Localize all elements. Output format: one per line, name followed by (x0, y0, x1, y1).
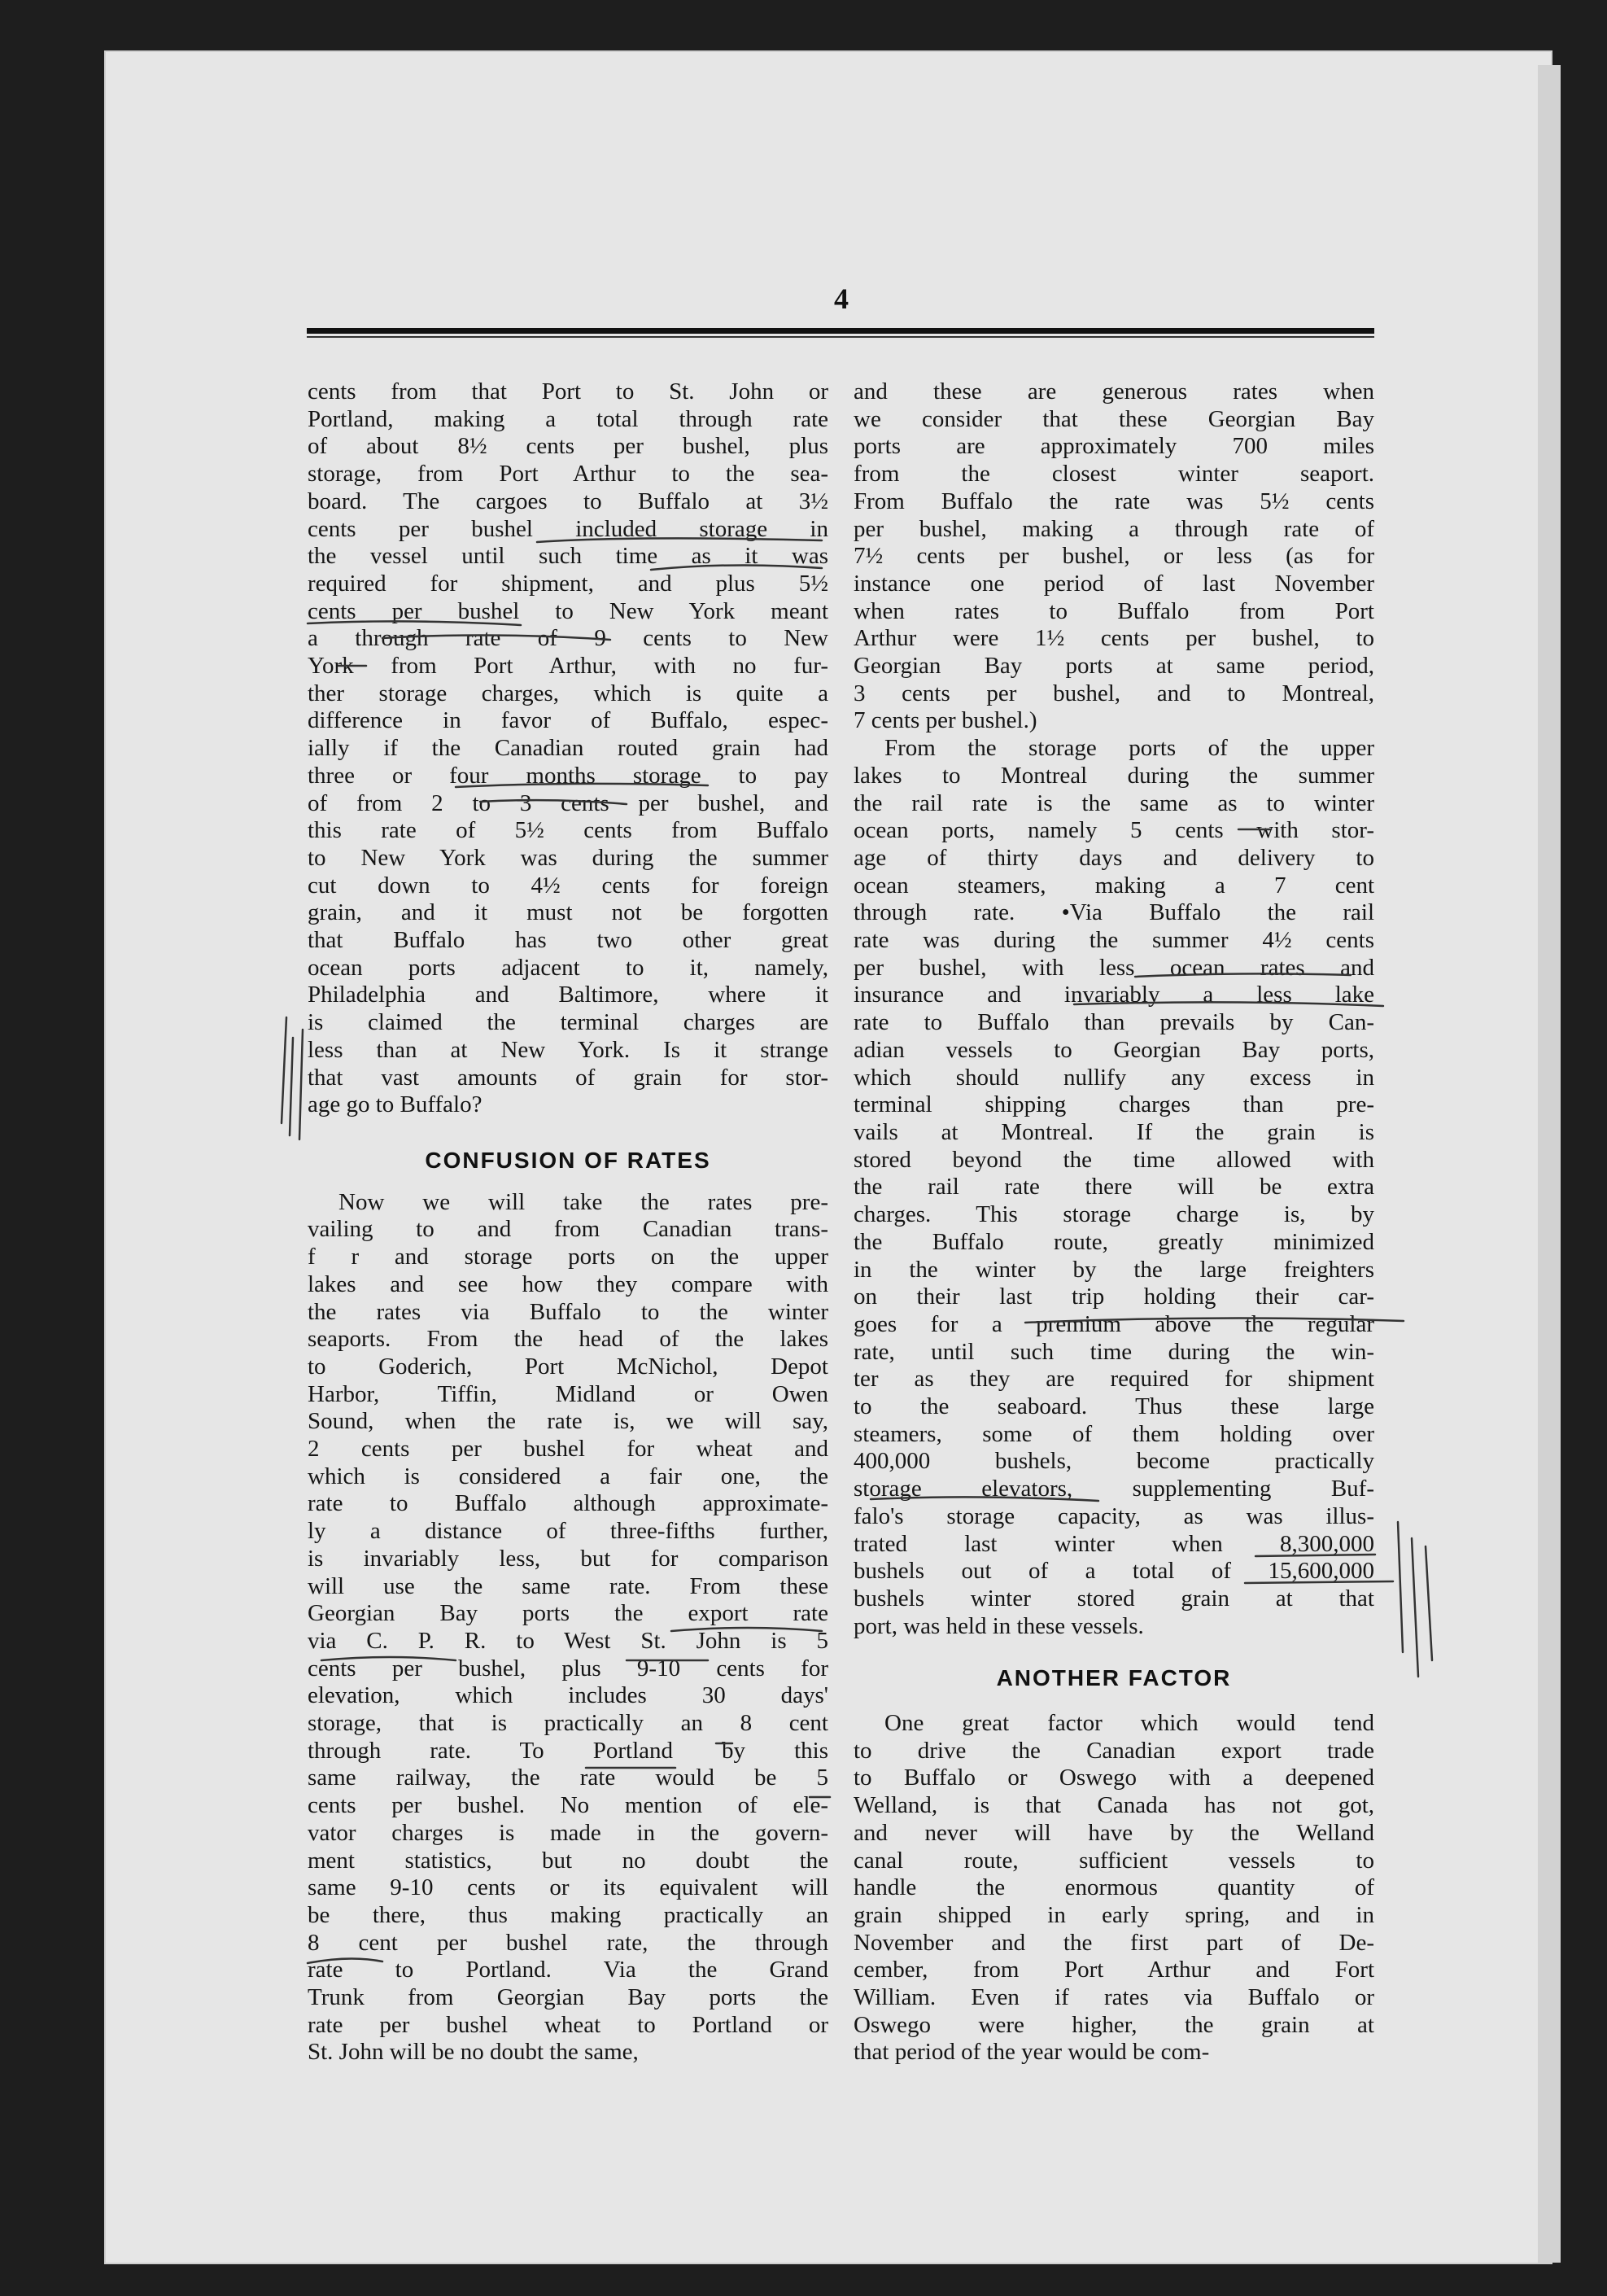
text-line: Trunk from Georgian Bay ports the (308, 1984, 828, 2011)
text-line: cember, from Port Arthur and Fort (854, 1957, 1374, 1983)
text-line: of from 2 to 3 cents per bushel, and (308, 789, 828, 816)
left-paragraph-1 (308, 378, 828, 1119)
text-line: the vessel until such time as it was (308, 543, 828, 570)
text-line: this rate of 5½ cents from Buffalo (308, 817, 828, 844)
text-line: to Buffalo or Oswego with a deepened (854, 1765, 1374, 1791)
text-line: canal route, sufficient vessels to (854, 1847, 1374, 1874)
text-line: York from Port Arthur, with no fur- (308, 653, 828, 680)
text-line: via C. P. R. to West St. John is 5 (308, 1627, 828, 1654)
header-rule-thin (307, 336, 1374, 338)
text-line: goes for a premium above the regular (854, 1310, 1374, 1337)
text-line: through rate. To Portland by this (308, 1737, 828, 1764)
adjacent-page-edge (1538, 65, 1561, 2263)
text-line: vailing to and from Canadian trans- (308, 1216, 828, 1243)
text-line: is claimed the terminal charges are (308, 1009, 828, 1036)
header-rule (307, 328, 1374, 334)
text-line: ly a distance of three-fifths further, (308, 1518, 828, 1545)
text-line: Now we will take the rates pre- (338, 1188, 828, 1215)
text-line: steamers, some of them holding over (854, 1420, 1374, 1447)
text-line: cents per bushel. No mention of ele- (308, 1792, 828, 1819)
text-line: Arthur were 1½ cents per bushel, to (854, 625, 1374, 652)
text-line: vails at Montreal. If the grain is (854, 1118, 1374, 1145)
text-line: three or four months storage to pay (308, 762, 828, 789)
text-line: the rail rate is the same as to winter (854, 789, 1374, 816)
text-line: cents from that Port to St. John or (308, 378, 828, 405)
text-line: Philadelphia and Baltimore, where it (308, 982, 828, 1008)
text-line: rate to Buffalo although approximate- (308, 1490, 828, 1517)
text-line: ter as they are required for shipment (854, 1366, 1374, 1393)
text-line: Welland, is that Canada has not got, (854, 1792, 1374, 1819)
text-line: is invariably less, but for comparison (308, 1545, 828, 1572)
text-line: cents per bushel included storage in (308, 515, 828, 542)
text-line: in the winter by the large freighters (854, 1256, 1374, 1283)
text-line: will use the same rate. From these (308, 1572, 828, 1599)
text-line: on their last trip holding their car- (854, 1284, 1374, 1310)
text-line: board. The cargoes to Buffalo at 3½ (308, 488, 828, 514)
text-line: bushels winter stored grain at that (854, 1585, 1374, 1612)
text-line: seaports. From the head of the lakes (308, 1326, 828, 1353)
text-line: 2 cents per bushel for wheat and (308, 1436, 828, 1463)
text-line: a through rate of 9 cents to New (308, 625, 828, 652)
text-line: per bushel, making a through rate of (854, 515, 1374, 542)
left-column (308, 378, 828, 2066)
text-line: 400,000 bushels, become practically (854, 1448, 1374, 1475)
text-line: grain, and it must not be forgotten (308, 899, 828, 926)
text-line: we consider that these Georgian Bay (854, 405, 1374, 432)
text-line: lakes and see how they compare with (308, 1270, 828, 1297)
text-line: Sound, when the rate is, we will say, (308, 1408, 828, 1435)
right-paragraph-1 (854, 378, 1374, 735)
text-line: November and the first part of De- (854, 1929, 1374, 1956)
text-line: port, was held in these vessels. (854, 1612, 1144, 1639)
text-line: 7 cents per bushel.) (854, 707, 1037, 734)
text-line: From Buffalo the rate was 5½ cents (854, 488, 1374, 514)
text-line: the rail rate there will be extra (854, 1174, 1374, 1200)
text-line: same railway, the rate would be 5 (308, 1765, 828, 1791)
text-line: the Buffalo route, greatly minimized (854, 1228, 1374, 1255)
text-line: of about 8½ cents per bushel, plus (308, 433, 828, 460)
right-column (854, 378, 1374, 2066)
text-line: to drive the Canadian export trade (854, 1737, 1374, 1764)
text-line: ment statistics, but no doubt the (308, 1847, 828, 1874)
text-line: ocean ports, namely 5 cents with stor- (854, 817, 1374, 844)
text-line: adian vessels to Georgian Bay ports, (854, 1036, 1374, 1063)
text-line: elevation, which includes 30 days' (308, 1682, 828, 1709)
text-line: rate to Portland. Via the Grand (308, 1957, 828, 1983)
text-line: from the closest winter seaport. (854, 461, 1374, 488)
heading-confusion-of-rates: CONFUSION OF RATES (425, 1147, 711, 1173)
text-line: which is considered a fair one, the (308, 1463, 828, 1489)
heading-another-factor: ANOTHER FACTOR (996, 1665, 1232, 1691)
text-line: that Buffalo has two other great (308, 927, 828, 954)
right-paragraph-2 (854, 735, 1374, 1640)
text-line: through rate. •Via Buffalo the rail (854, 899, 1374, 926)
text-line: age go to Buffalo? (308, 1091, 483, 1118)
text-line: trated last winter when 8,300,000 (854, 1530, 1374, 1557)
text-line: and these are generous rates when (854, 378, 1374, 405)
text-line: difference in favor of Buffalo, espec- (308, 707, 828, 734)
text-line: ports are approximately 700 miles (854, 433, 1374, 460)
text-line: per bushel, with less ocean rates and (854, 954, 1374, 981)
text-line: age of thirty days and delivery to (854, 844, 1374, 871)
text-line: instance one period of last November (854, 570, 1374, 597)
text-line: rate per bushel wheat to Portland or (308, 2011, 828, 2038)
text-line: Harbor, Tiffin, Midland or Owen (308, 1380, 828, 1407)
text-line: lakes to Montreal during the summer (854, 762, 1374, 789)
text-line: Oswego were higher, the grain at (854, 2011, 1374, 2038)
text-line: One great factor which would tend (884, 1710, 1374, 1737)
text-line: 7½ cents per bushel, or less (as for (854, 543, 1374, 570)
text-line: to Goderich, Port McNichol, Depot (308, 1353, 828, 1380)
text-line: St. John will be no doubt the same, (308, 2039, 639, 2066)
text-line: when rates to Buffalo from Port (854, 597, 1374, 624)
text-line: William. Even if rates via Buffalo or (854, 1984, 1374, 2011)
text-line: grain shipped in early spring, and in (854, 1901, 1374, 1928)
text-line: Georgian Bay ports the export rate (308, 1600, 828, 1627)
text-line: rate was during the summer 4½ cents (854, 927, 1374, 954)
text-line: cut down to 4½ cents for foreign (308, 872, 828, 899)
text-line: the rates via Buffalo to the winter (308, 1298, 828, 1325)
text-line: f r and storage ports on the upper (308, 1244, 828, 1270)
text-line: From the storage ports of the upper (884, 735, 1374, 762)
text-line: be there, thus making practically an (308, 1901, 828, 1928)
text-line: less than at New York. Is it strange (308, 1036, 828, 1063)
text-line: insurance and invariably a less lake (854, 982, 1374, 1008)
text-line: which should nullify any excess in (854, 1064, 1374, 1091)
text-line: ocean steamers, making a 7 cent (854, 872, 1374, 899)
text-line: that period of the year would be com- (854, 2039, 1210, 2066)
text-line: terminal shipping charges than pre- (854, 1091, 1374, 1118)
text-line: same 9-10 cents or its equivalent will (308, 1874, 828, 1901)
text-line: storage elevators, supplementing Buf- (854, 1476, 1374, 1502)
text-line: ther storage charges, which is quite a (308, 680, 828, 706)
text-line: Portland, making a total through rate (308, 405, 828, 432)
text-line: ially if the Canadian routed grain had (308, 735, 828, 762)
text-line: rate to Buffalo than prevails by Can- (854, 1009, 1374, 1036)
text-line: vator charges is made in the govern- (308, 1819, 828, 1846)
text-line: storage, from Port Arthur to the sea- (308, 461, 828, 488)
text-line: 8 cent per bushel rate, the through (308, 1929, 828, 1956)
text-line: falo's storage capacity, as was illus- (854, 1502, 1374, 1529)
text-line: charges. This storage charge is, by (854, 1201, 1374, 1228)
text-line: bushels out of a total of 15,600,000 (854, 1558, 1374, 1585)
text-line: cents per bushel, plus 9-10 cents for (308, 1655, 828, 1682)
text-line: 3 cents per bushel, and to Montreal, (854, 680, 1374, 706)
text-line: storage, that is practically an 8 cent (308, 1710, 828, 1737)
text-line: to New York was during the summer (308, 844, 828, 871)
right-paragraph-3 (854, 1710, 1374, 2066)
left-paragraph-2 (308, 1189, 828, 2067)
text-line: cents per bushel to New York meant (308, 597, 828, 624)
text-line: rate, until such time during the win- (854, 1338, 1374, 1365)
text-line: ocean ports adjacent to it, namely, (308, 954, 828, 981)
text-line: Georgian Bay ports at same period, (854, 653, 1374, 680)
page-number: 4 (834, 282, 849, 315)
text-line: to the seaboard. Thus these large (854, 1393, 1374, 1420)
text-line: required for shipment, and plus 5½ (308, 570, 828, 597)
text-line: and never will have by the Welland (854, 1819, 1374, 1846)
text-line: that vast amounts of grain for stor- (308, 1064, 828, 1091)
text-line: stored beyond the time allowed with (854, 1146, 1374, 1173)
text-line: handle the enormous quantity of (854, 1874, 1374, 1901)
